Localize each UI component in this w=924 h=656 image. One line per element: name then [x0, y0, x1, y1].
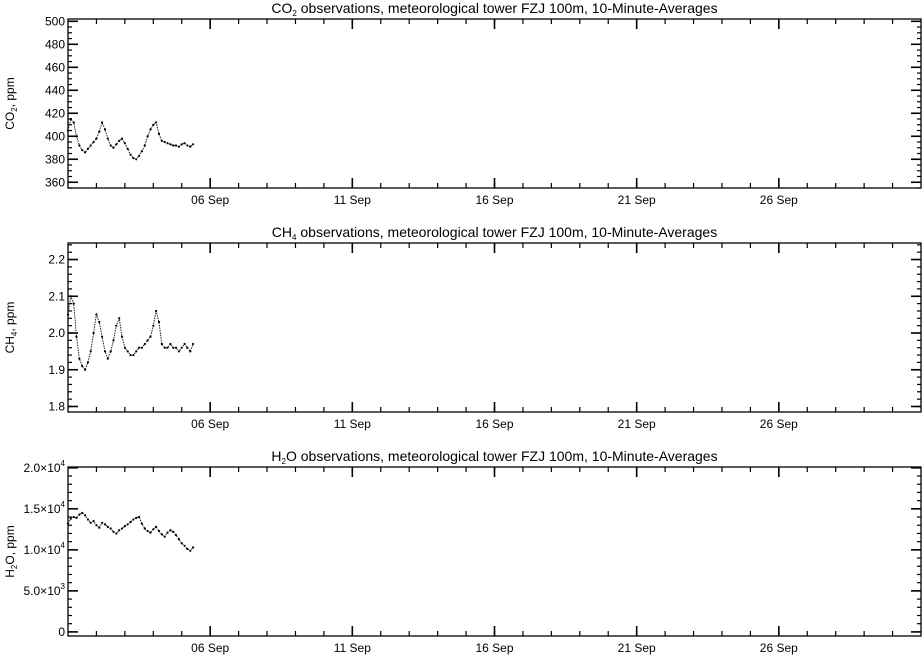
- ch4-data-point: [138, 347, 140, 349]
- co2-data-point: [138, 155, 140, 157]
- ch4-data-point: [98, 321, 100, 323]
- h2o-data-point: [115, 532, 117, 534]
- h2o-y-tick-label: [24, 459, 66, 475]
- h2o-title-main: H: [271, 448, 282, 464]
- co2-data-point: [175, 144, 177, 146]
- h2o-data-point: [152, 528, 154, 530]
- co2-data-point: [84, 151, 86, 153]
- co2-data-point: [155, 121, 157, 123]
- h2o-data-point: [107, 526, 109, 528]
- co2-data-point: [110, 144, 112, 146]
- h2o-data-point: [81, 512, 83, 514]
- h2o-data-point: [178, 538, 180, 540]
- co2-x-tick-label: 16 Sep: [475, 193, 514, 207]
- ch4-data-point: [149, 336, 151, 338]
- ch4-data-point: [169, 343, 171, 345]
- h2o-data-point: [112, 531, 114, 533]
- co2-data-point: [70, 118, 72, 120]
- h2o-data-point: [87, 518, 89, 520]
- h2o-y-tick-label-exponent: 4: [60, 458, 65, 468]
- ch4-data-point: [75, 336, 77, 338]
- h2o-data-point: [149, 532, 151, 534]
- ch4-x-tick-label: 16 Sep: [475, 417, 514, 431]
- h2o-data-point: [169, 529, 171, 531]
- co2-y-tick-label: [45, 83, 65, 97]
- h2o-y-axis-label-subscript: 2: [10, 564, 19, 570]
- ch4-data-point: [144, 343, 146, 345]
- ch4-y-axis-label-main: CH: [3, 336, 17, 354]
- co2-data-point: [115, 143, 117, 145]
- h2o-title-rest: O observations, meteorological tower FZJ 100m, 10-Minute-Averages: [285, 448, 718, 464]
- h2o-y-axis-label-main: H: [3, 569, 17, 578]
- co2-data-point: [161, 140, 163, 142]
- co2-data-point: [87, 148, 89, 150]
- co2-data-point: [118, 140, 120, 142]
- ch4-data-point: [186, 347, 188, 349]
- h2o-series-trace: [68, 513, 193, 551]
- h2o-data-point: [132, 518, 134, 520]
- co2-y-tick-label: [45, 14, 65, 28]
- ch4-data-point: [152, 325, 154, 327]
- co2-data-point: [144, 144, 146, 146]
- ch4-data-point: [155, 310, 157, 312]
- ch4-y-axis-label-subscript: 4: [10, 331, 19, 337]
- co2-panel: [3, 0, 921, 207]
- co2-series-0: [67, 118, 194, 160]
- h2o-x-tick-label: 16 Sep: [475, 641, 514, 655]
- ch4-data-point: [87, 361, 89, 363]
- ch4-data-point: [118, 317, 120, 319]
- ch4-title-main: CH: [271, 224, 293, 240]
- ch4-panel: [3, 224, 921, 431]
- co2-data-point: [67, 129, 69, 131]
- co2-y-tick-label: [45, 37, 65, 51]
- h2o-data-point: [121, 527, 123, 529]
- co2-data-point: [124, 142, 126, 144]
- h2o-data-point: [130, 521, 132, 523]
- h2o-data-point: [166, 532, 168, 534]
- h2o-data-point: [164, 536, 166, 538]
- co2-y-tick-label-main: 360: [44, 175, 65, 190]
- h2o-data-point: [144, 527, 146, 529]
- ch4-x-minor-ticks: [96, 243, 892, 412]
- h2o-data-point: [98, 527, 100, 529]
- ch4-data-point: [132, 354, 134, 356]
- ch4-title: [272, 224, 717, 242]
- h2o-data-point: [147, 530, 149, 532]
- h2o-data-point: [104, 523, 106, 525]
- h2o-x-tick-label: 06 Sep: [191, 641, 230, 655]
- h2o-y-tick-label-exponent: 4: [60, 540, 65, 550]
- ch4-x-tick-label: 21 Sep: [617, 417, 656, 431]
- h2o-data-point: [189, 550, 191, 552]
- h2o-data-point: [95, 524, 97, 526]
- co2-data-point: [181, 143, 183, 145]
- h2o-data-point: [158, 530, 160, 532]
- ch4-data-point: [124, 347, 126, 349]
- h2o-plot-frame: [68, 467, 921, 636]
- h2o-data-point: [161, 533, 163, 535]
- co2-data-point: [147, 135, 149, 137]
- h2o-y-tick-label-main: 1.5×10: [23, 501, 61, 516]
- co2-data-point: [192, 143, 194, 145]
- co2-x-tick-label: 11 Sep: [333, 193, 371, 207]
- co2-y-axis-label-subscript: 2: [10, 107, 19, 112]
- co2-data-point: [93, 141, 95, 143]
- h2o-data-point: [70, 518, 72, 520]
- ch4-y-axis-label: [3, 302, 19, 354]
- co2-data-point: [127, 148, 129, 150]
- ch4-y-tick-label: [48, 253, 65, 267]
- h2o-data-point: [84, 514, 86, 516]
- co2-data-point: [141, 150, 143, 152]
- co2-data-point: [101, 121, 103, 123]
- co2-data-point: [112, 147, 114, 149]
- co2-y-tick-label: [45, 106, 65, 120]
- co2-y-tick-label-main: 480: [44, 37, 65, 52]
- h2o-data-point: [67, 523, 69, 525]
- h2o-y-tick-label-main: 0: [58, 624, 65, 639]
- h2o-y-minor-ticks: [68, 468, 921, 632]
- ch4-data-point: [115, 325, 117, 327]
- co2-title-subscript: 2: [292, 9, 297, 18]
- ch4-title-rest: observations, meteorological tower FZJ 100m, 10-Minute-Averages: [296, 224, 718, 240]
- co2-y-tick-label-main: 380: [44, 152, 65, 167]
- co2-title-rest: observations, meteorological tower FZJ 100m, 10-Minute-Averages: [296, 0, 718, 16]
- h2o-y-axis-label-rest: O, ppm: [3, 525, 17, 565]
- h2o-title-subscript: 2: [281, 457, 286, 466]
- h2o-x-minor-ticks: [96, 467, 892, 636]
- h2o-y-tick-label: [24, 541, 66, 557]
- h2o-title: [271, 448, 717, 466]
- co2-x-minor-ticks: [96, 19, 892, 188]
- co2-data-point: [75, 135, 77, 137]
- h2o-y-tick-label: [58, 625, 65, 639]
- co2-data-point: [158, 133, 160, 135]
- ch4-data-point: [73, 303, 75, 305]
- ch4-data-point: [84, 369, 86, 371]
- co2-data-point: [132, 157, 134, 159]
- ch4-data-point: [78, 358, 80, 360]
- co2-y-tick-label-main: 440: [44, 83, 65, 98]
- co2-data-point: [172, 144, 174, 146]
- co2-data-point: [164, 141, 166, 143]
- ch4-title-subscript: 4: [292, 233, 297, 242]
- h2o-y-tick-label-main: 1.0×10: [23, 542, 61, 557]
- h2o-data-point: [124, 525, 126, 527]
- co2-data-point: [95, 138, 97, 140]
- co2-title-main: CO: [271, 0, 293, 16]
- ch4-y-tick-label-main: 1.8: [48, 399, 65, 414]
- co2-data-point: [130, 154, 132, 156]
- co2-y-tick-label: [45, 175, 65, 189]
- ch4-data-point: [90, 350, 92, 352]
- h2o-data-point: [186, 548, 188, 550]
- ch4-series-trace: [68, 296, 193, 370]
- co2-data-point: [152, 124, 154, 126]
- ch4-data-point: [141, 347, 143, 349]
- co2-x-tick-label: 06 Sep: [191, 193, 230, 207]
- co2-data-point: [107, 138, 109, 140]
- h2o-data-point: [184, 545, 186, 547]
- co2-y-tick-label: [45, 152, 65, 166]
- ch4-data-point: [110, 350, 112, 352]
- h2o-data-point: [141, 523, 143, 525]
- h2o-data-point: [110, 527, 112, 529]
- ch4-data-point: [164, 347, 166, 349]
- ch4-data-point: [172, 347, 174, 349]
- co2-data-point: [81, 149, 83, 151]
- ch4-y-tick-label-main: 2.1: [48, 289, 65, 304]
- ch4-data-point: [81, 365, 83, 367]
- co2-data-point: [178, 146, 180, 148]
- co2-data-point: [184, 142, 186, 144]
- ch4-series-0: [67, 295, 194, 371]
- ch4-data-point: [161, 343, 163, 345]
- co2-data-point: [78, 144, 80, 146]
- co2-y-axis-label-main: CO: [3, 111, 17, 130]
- ch4-data-point: [121, 336, 123, 338]
- co2-data-point: [149, 128, 151, 130]
- h2o-x-tick-label: 11 Sep: [333, 641, 371, 655]
- ch4-data-point: [184, 343, 186, 345]
- co2-y-axis-label: [3, 77, 19, 129]
- ch4-data-point: [104, 350, 106, 352]
- ch4-data-point: [166, 347, 168, 349]
- h2o-y-tick-label-exponent: 3: [60, 581, 65, 591]
- ch4-data-point: [158, 321, 160, 323]
- h2o-data-point: [101, 522, 103, 524]
- ch4-data-point: [93, 332, 95, 334]
- h2o-data-point: [192, 546, 194, 548]
- co2-y-tick-label: [45, 60, 65, 74]
- ch4-data-point: [178, 350, 180, 352]
- h2o-data-point: [118, 529, 120, 531]
- ch4-data-point: [192, 343, 194, 345]
- ch4-y-tick-label-main: 1.9: [48, 362, 65, 377]
- ch4-data-point: [112, 339, 114, 341]
- ch4-data-point: [95, 314, 97, 316]
- co2-x-tick-label: 21 Sep: [617, 193, 656, 207]
- ch4-x-tick-label: 26 Sep: [759, 417, 798, 431]
- h2o-y-axis-label: [3, 525, 19, 577]
- h2o-y-tick-label-exponent: 4: [60, 499, 65, 509]
- h2o-data-point: [127, 523, 129, 525]
- co2-plot-frame: [68, 19, 921, 188]
- ch4-plot-frame: [68, 243, 921, 412]
- co2-y-tick-label-main: 460: [44, 60, 65, 75]
- h2o-y-tick-label: [24, 500, 66, 516]
- ch4-x-tick-label: 06 Sep: [191, 417, 230, 431]
- h2o-data-point: [155, 526, 157, 528]
- co2-y-tick-label-main: 500: [44, 14, 65, 29]
- h2o-data-point: [73, 516, 75, 518]
- ch4-data-point: [127, 350, 129, 352]
- co2-data-point: [189, 146, 191, 148]
- co2-data-point: [186, 144, 188, 146]
- h2o-series-0: [67, 512, 194, 552]
- h2o-y-tick-label-main: 5.0×10: [23, 583, 61, 598]
- ch4-y-tick-label: [48, 399, 65, 413]
- ch4-y-tick-label-main: 2.2: [48, 252, 65, 267]
- h2o-data-point: [135, 517, 137, 519]
- h2o-data-point: [175, 534, 177, 536]
- h2o-data-point: [93, 520, 95, 522]
- co2-data-point: [121, 138, 123, 140]
- co2-series-trace: [68, 119, 193, 159]
- ch4-y-tick-label: [48, 289, 65, 303]
- ch4-y-tick-label: [48, 326, 65, 340]
- co2-y-tick-label: [45, 129, 65, 143]
- co2-data-point: [98, 131, 100, 133]
- ch4-data-point: [101, 336, 103, 338]
- ch4-data-point: [181, 347, 183, 349]
- co2-y-tick-label-main: 400: [44, 129, 65, 144]
- ch4-y-axis-label-rest: , ppm: [3, 301, 17, 332]
- ch4-y-tick-label: [48, 363, 65, 377]
- ch4-y-minor-ticks: [68, 245, 921, 407]
- co2-y-tick-label-main: 420: [44, 106, 65, 121]
- ch4-data-point: [70, 295, 72, 297]
- co2-data-point: [135, 158, 137, 160]
- ch4-data-point: [147, 339, 149, 341]
- h2o-data-point: [172, 531, 174, 533]
- co2-data-point: [90, 144, 92, 146]
- ch4-data-point: [175, 347, 177, 349]
- ch4-data-point: [67, 314, 69, 316]
- co2-y-axis-label-rest: , ppm: [3, 77, 17, 108]
- co2-title: [271, 0, 717, 18]
- h2o-panel: [3, 448, 921, 655]
- h2o-data-point: [78, 514, 80, 516]
- co2-x-tick-label: 26 Sep: [759, 193, 798, 207]
- co2-data-point: [104, 128, 106, 130]
- h2o-x-tick-label: 21 Sep: [617, 641, 656, 655]
- ch4-data-point: [130, 354, 132, 356]
- co2-data-point: [73, 121, 75, 123]
- co2-data-point: [169, 143, 171, 145]
- co2-y-minor-ticks: [68, 21, 921, 188]
- h2o-data-point: [75, 517, 77, 519]
- h2o-x-tick-label: 26 Sep: [759, 641, 798, 655]
- ch4-y-tick-label-main: 2.0: [48, 326, 65, 341]
- h2o-y-tick-label-main: 2.0×10: [23, 460, 61, 475]
- ch4-data-point: [135, 350, 137, 352]
- h2o-data-point: [90, 522, 92, 524]
- ch4-data-point: [189, 350, 191, 352]
- h2o-y-tick-label: [24, 582, 66, 598]
- co2-data-point: [166, 142, 168, 144]
- h2o-data-point: [181, 542, 183, 544]
- ch4-data-point: [107, 358, 109, 360]
- h2o-data-point: [138, 516, 140, 518]
- ch4-x-tick-label: 11 Sep: [333, 417, 371, 431]
